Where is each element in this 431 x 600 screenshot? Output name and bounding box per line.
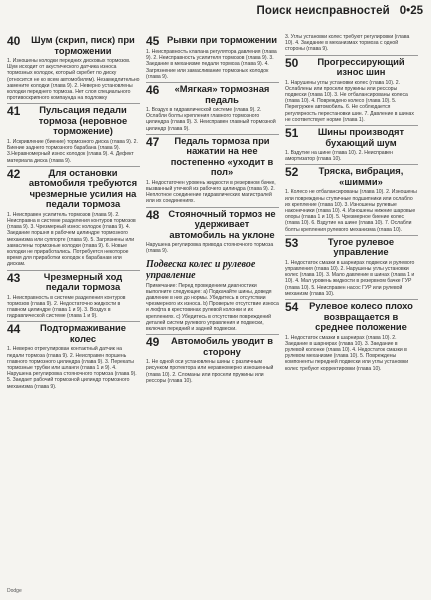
- section-title: Пульсация педали тормоза (неровное торможение): [38, 104, 128, 137]
- section-title: Шум (скрип, писк) при торможении: [31, 34, 135, 56]
- section-body-text: 1. Неисправность в системе разделения контуров тормозов (глава 9). 2. Недостаточно жидкости в главном цилиндре (глава 1 и 9). 3. Воздух в гидравлической системе (глава 1 и 9).: [7, 294, 126, 320]
- section-number: 46: [146, 83, 160, 98]
- section-body-text: 1. Изношены колодки передних дисковых тормозов. Шум исходит от акустического датчика износа тормозных колодок, который скребет по диску (относится не ко всем автомобилям). Незамедлительно замените колодки (глава 9). 2. Неверно установлены колодки переднего тормоза. Нет слоя специального противоскрипного компаунда на подложку: [7, 58, 140, 102]
- section-title: Педаль тормоза при нажатии на нее постепенно «уходит в пол»: [170, 134, 274, 178]
- section-body-text: 1. Недостаток смазки в шарнирах (глава 10). 2. Заедание в шарнирах (глава 10). 3. Заедание в рулевой колонке (глава 10). 4. Недостаток смазки в рулевом механизме (глава 10). 5. Повреждены компоненты передней подвески или углы установки колес требуют корректировки (глава 10).: [285, 334, 409, 372]
- section-heading: [7, 270, 140, 293]
- section-title: Рулевое колесо плохо возвращается в среднее положение: [309, 300, 413, 333]
- section-heading: [146, 34, 279, 47]
- section-title: Для остановки автомобиля требуются чрезмерные усилия на педали тормоза: [28, 166, 138, 210]
- section-number: 42: [7, 166, 21, 181]
- section-heading: [7, 103, 140, 137]
- section-title: Тряска, вибрация, «шимми»: [318, 165, 404, 187]
- section-body-text: 1. Нарушены углы установки колес (глава 10). 2. Ослаблены или просели пружины или рессоры подвески (глава 10). 3. Не отбалансированы колеса (глава 10). 4. Повреждено колесо (глава 10). 5. Перегружен автомобиль. 6. Не соблюдается регулярность перестановки шин. 7. Давление в шинах не соответствует норме (глава 1).: [285, 79, 414, 123]
- section-number: 45: [146, 34, 160, 48]
- section-body-text: 3. Углы установки колес требуют регулировки (глава 10). 4. Заедание в механизмах тормоза с одной стороны (глава 9).: [285, 34, 410, 53]
- section-body-text: 1. Неверно отрегулирован контактный датчик на педали тормоза (глава 9). 2. Неисправен поршень главного тормозного цилиндра (глава 9). 3. Перекаты тормозные трубки или шланги (глава 1 и 9). 4. Нарушена регулировка стояночного тормоза (глава 9). 5. Заедает рабочий тормозной цилиндр тормозного механизма (глава 9).: [7, 346, 137, 390]
- section-number: 52: [285, 165, 299, 180]
- section-heading: [285, 299, 418, 333]
- section-heading: [285, 235, 418, 258]
- section-body-text: 1. Воздух в гидравлической системе (глава 9). 2. Ослабли болты крепления главного тормозного цилиндра (глава 9). 3. Неисправен главный тормозной цилиндр (глава 9).: [146, 107, 276, 132]
- section-body-text: 1. Искривление (биение) тормозного диска (глава 9). 2. Биение заднего тормозного барабана (глава 9). 3.Неравномерный износ колодок (глава 9). 4. Дефект материала диска (глава 9).: [7, 138, 138, 164]
- section-heading: [146, 207, 279, 241]
- section-body-text: Нарушена регулировка привода стояночного тормоза (глава 9).: [146, 242, 274, 255]
- section-heading: [285, 55, 418, 78]
- section-number: 44: [7, 322, 21, 337]
- section-title: Шины производят бухающий шум: [317, 126, 405, 148]
- section-heading: [146, 82, 279, 105]
- section-heading: [146, 334, 279, 357]
- page-header: [0, 0, 431, 22]
- page-number: 0•25: [399, 5, 423, 17]
- section-body-text: 1. Вздутие на шине (глава 10). 2. Неисправен амортизатор (глава 10).: [285, 150, 393, 163]
- section-body-text: 1. Не одной оси установлены шины с различным рисунком протектора или неравномерно изношенный (глава 10). 2. Сломаны или просели пружины или рессоры (глава 10).: [146, 359, 274, 384]
- section-title: Стояночный тормоз не удерживает автомобиль на уклоне: [168, 207, 276, 240]
- section-title: Рывки при торможении: [167, 34, 277, 45]
- section-heading: [146, 134, 279, 178]
- section-heading: [7, 166, 140, 210]
- section-number: 49: [146, 335, 160, 350]
- section-number: 53: [285, 235, 299, 250]
- section-number: 43: [7, 270, 21, 285]
- section-body-text: 1. Недостаточен уровень жидкости в резервном бачке, вызванный утечкой из рабочего цилиндра (глава 9). 2. Неплотное соединение гидравлических магистралей или их соединениях.: [146, 179, 276, 205]
- section-body-text: 1. Недостаток смазки в шарнирах подвески и рулевого управления (глава 10). 2. Нарушены углы установки колес (глава 10). 3. Мало давление в шинах (глава 1 и 10). 4. Мал уровень жидкости в резервном бачке ГУР (глава 10). 5. Неисправен насос ГУР или рулевой механизм (глава 10).: [285, 259, 415, 297]
- section-number: 47: [146, 134, 160, 149]
- section-number: 50: [285, 55, 299, 70]
- section-body-text: 1. Неисправность клапана регулятора давления (глава 9). 2. Неисправность усилителя тормозов (глава 9). 3. Заедание в механизме педали тормоза (глава 9). 4. Загрязнение или замасливание тормозных колодок (глава 9).: [146, 49, 277, 80]
- section-number: 40: [7, 34, 21, 48]
- section-number: 48: [146, 207, 160, 222]
- header-title: Поиск неисправностей: [256, 5, 390, 17]
- section-heading: [285, 164, 418, 187]
- section-title: Прогрессирующий износ шин: [317, 55, 405, 78]
- section-heading: [285, 125, 418, 148]
- section-body-text: Примечание: Перед проведением диагностики выполните следующее: a) Подкачайте шины, доведя давление в них до нормы. Убедитесь в отсутствии чрезмерного их износа. b) Проверьте отсутствие износа и люфта в крестовинах рулевой колонки и их креплениях. c) Убедитесь в отсутствии повреждений деталей систем рулевого управления и подвески, включая передний и задней подвески.: [146, 282, 279, 332]
- section-heading: [7, 34, 140, 56]
- section-title: Подтормаживание колес: [39, 322, 127, 344]
- section-heading: [7, 321, 140, 344]
- page-footer: Dodge: [7, 588, 22, 594]
- section-number: 41: [7, 104, 21, 119]
- section-body-text: 1. Колесо не отбалансированы (глава 10). 2. Изношены или повреждены ступичные подшипники или ослабло их крепление (глава 10). 3. Изношены рулевые наконечники (глава 10). 4. Изношены нижние шаровые опоры (глава 1 и 10). 5. Чрезмерное биение колес (глава 10). 6. Вздутие на шине (глава 10). 7. Ослабли болты крепления рулевого механизма (глава 10).: [285, 189, 417, 233]
- column-middle: [146, 34, 279, 594]
- column-left: [7, 34, 140, 594]
- section-number: 54: [285, 300, 299, 315]
- chapter-subheading: Подвеска колес и рулевое управление: [146, 258, 256, 281]
- section-title: Автомобиль уводит в сторону: [170, 335, 274, 357]
- section-number: 51: [285, 126, 299, 141]
- column-right: [285, 34, 418, 594]
- section-title: Тугое рулевое управление: [327, 235, 395, 258]
- section-title: Чрезмерный ход педали тормоза: [43, 270, 123, 293]
- section-title: «Мягкая» тормозная педаль: [174, 83, 270, 105]
- section-body-text: 1. Неисправен усилитель тормозов (глава 9). 2. Неисправна в системе разделения контуров тормозов (глава 9). 3. Чрезмерный износ колодок (глава 9). 4. Заедание поршня в рабочем цилиндре тормозного механизма или суппорте (глава 9). 5. Загрязнены или замаслены тормозные колодки (глава 9). 6. Новые колодки не приработались. Потребуется некоторое время для приработки колодок к барабанам или дискам.: [7, 211, 136, 268]
